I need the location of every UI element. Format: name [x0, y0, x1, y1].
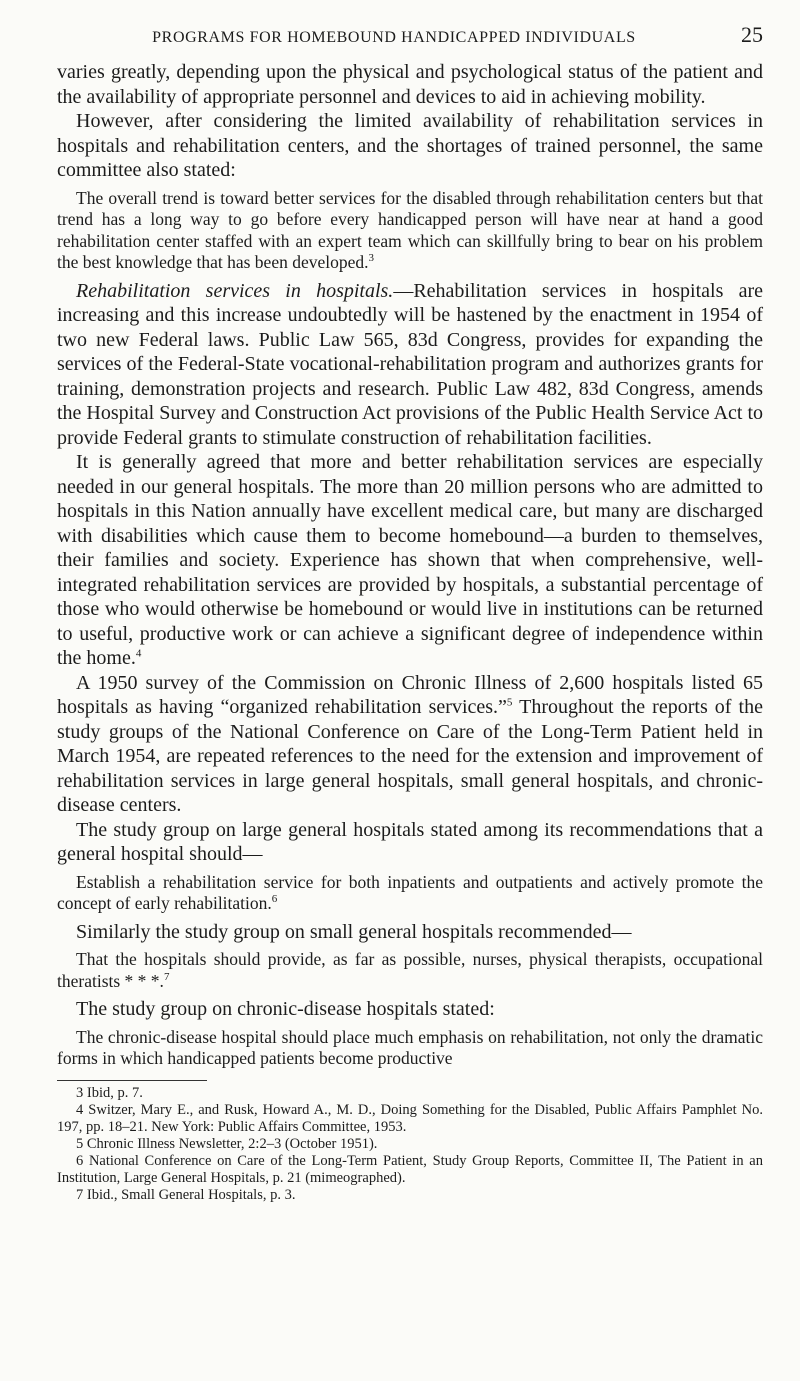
quote-text: That the hospitals should provide, as far as possible, nurses, physical therapists, occupational theratists * * *. [57, 949, 763, 991]
footnote: 5 Chronic Illness Newsletter, 2:2–3 (October 1951). [76, 1135, 378, 1152]
footnote-ref: 6 [271, 893, 278, 906]
footnote: 4 Switzer, Mary E., and Rusk, Howard A., M. D., Doing Something for the Disabled, Public Affairs Pamphlet No. 197, pp. 18–21. New York: Public Affairs Committee, 1953. [57, 1101, 763, 1135]
footnote-ref: 7 [163, 970, 170, 983]
quote-text: The overall trend is toward better services for the disabled through rehabilitation centers but that trend has a long way to go before every handicapped person will have near at hand a good rehabilitation center staffed with an expert team which can skillfully bring to bear on his problem the best knowledge that has been developed. [57, 187, 763, 272]
footnote-ref: 5 [506, 696, 513, 709]
section-run-in-heading: Rehabilitation services in hospitals. [76, 279, 394, 302]
paragraph-text: A 1950 survey of the Commission on Chronic Illness of 2,600 hospitals listed 65 hospitals as having “organized rehabilitation services.” [57, 671, 763, 718]
paragraph-text-continued: Throughout the reports of the study groups of the National Conference on Care of the Long-Term Patient held in March 1954, are repeated references to the need for the extension and improvement of rehabilitation services in large general hospitals, small general hospitals, and chronic-disease centers. [57, 696, 763, 816]
running-header [57, 22, 763, 52]
quote-text: Establish a rehabilitation service for both inpatients and outpatients and actively promote the concept of early rehabilitation. [57, 871, 763, 913]
running-header-title: PROGRAMS FOR HOMEBOUND HANDICAPPED INDIVIDUALS [152, 29, 636, 46]
footnote: 3 Ibid, p. 7. [76, 1084, 143, 1101]
paragraph-rehabilitation-hospitals [57, 279, 763, 451]
block-quote-overall-trend [57, 188, 763, 274]
paragraph-continuation: varies greatly, depending upon the physical and psychological status of the patient and the availability of appropriate personnel and devices to aid in achieving mobility. [57, 61, 763, 108]
paragraph-generally-agreed [57, 450, 763, 671]
footnote: 7 Ibid., Small General Hospitals, p. 3. [76, 1186, 296, 1203]
block-quote-establish-service [57, 872, 763, 915]
block-quote-hospitals-provide [57, 949, 763, 992]
footnote-divider [57, 1080, 207, 1081]
paragraph-large-hospitals: The study group on large general hospitals stated among its recommendations that a general hospital should— [57, 818, 763, 865]
paragraph-text: —Rehabilitation services in hospitals are increasing and this increase undoubtedly will be hastened by the enactment in 1954 of two new Federal laws. Public Law 565, 83d Congress, provides for expanding the services of the Federal-State vocational-rehabilitation program and authorizes grants for training, demonstration projects and research. Public Law 482, 83d Congress, amends the Hospital Survey and Construction Act provisions of the Public Health Service Act to provide Federal grants to stimulate construction of rehabilitation facilities. [57, 279, 764, 449]
footnote-ref: 3 [368, 252, 374, 265]
footnote: 6 National Conference on Care of the Long-Term Patient, Study Group Reports, Committee II, The Patient in an Institution, Large General Hospitals, p. 21 (mimeographed). [57, 1152, 763, 1186]
paragraph-1950-survey [57, 671, 763, 818]
footnote-ref: 4 [135, 647, 142, 660]
paragraph-text: It is generally agreed that more and better rehabilitation services are especially needed in our general hospitals. The more than 20 million persons who are admitted to hospitals in this Nation annually have excellent medical care, but many are discharged with disabilities which cause them to become homebound—a burden to themselves, their families and society. Experience has shown that when comprehensive, well-integrated rehabilitation services are provided by hospitals, a substantial percentage of those who would otherwise be homebound or would live in institutions can be returned to useful, productive work or can achieve a significant degree of independence within the home. [57, 451, 763, 669]
document-page [57, 22, 763, 1204]
page-number: 25 [741, 22, 763, 47]
paragraph-however: However, after considering the limited availability of rehabilitation services in hospitals and rehabilitation centers, and the shortages of trained personnel, the same committee also stated: [57, 110, 763, 181]
block-quote-chronic-disease: The chronic-disease hospital should place much emphasis on rehabilitation, not only the dramatic forms in which handicapped patients become productive [57, 1026, 763, 1068]
paragraph-small-hospitals: Similarly the study group on small general hospitals recommended— [76, 920, 632, 943]
paragraph-chronic-disease: The study group on chronic-disease hospitals stated: [76, 998, 495, 1020]
